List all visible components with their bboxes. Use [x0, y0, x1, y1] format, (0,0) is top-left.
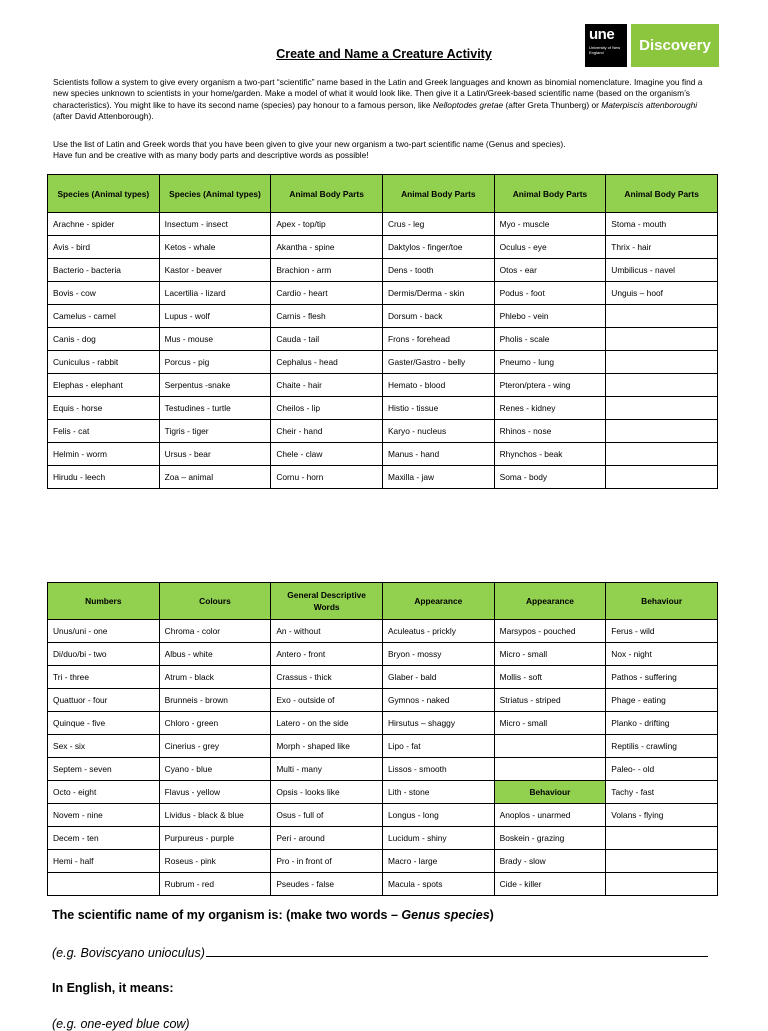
column-header: Species (Animal types): [159, 175, 271, 213]
table-cell: Rubrum - red: [159, 873, 271, 896]
table-row: [48, 620, 718, 643]
table-cell: Umbilicus - navel: [606, 259, 718, 282]
table-cell: Macro - large: [382, 850, 494, 873]
column-header: Animal Body Parts: [382, 175, 494, 213]
table-cell: Arachne - spider: [48, 213, 160, 236]
table-cell: Bacterio - bacteria: [48, 259, 160, 282]
instructions-line: Have fun and be creative with as many body parts and descriptive words as possible!: [53, 150, 369, 161]
une-logo-text: une: [589, 26, 615, 43]
intro-species-name: Materpiscis attenboroughi: [601, 99, 698, 110]
table-cell: Soma - body: [494, 466, 606, 489]
table-cell: Chele - claw: [271, 443, 383, 466]
table-cell: [494, 758, 606, 781]
table-cell: Serpentus -snake: [159, 374, 271, 397]
table-cell: Lucidum - shiny: [382, 827, 494, 850]
table-cell: Equis - horse: [48, 397, 160, 420]
table-row: [48, 443, 718, 466]
table-cell: Histio - tissue: [382, 397, 494, 420]
table-cell: Novem - nine: [48, 804, 160, 827]
table-cell: Insectum - insect: [159, 213, 271, 236]
table-cell: Avis - bird: [48, 236, 160, 259]
table-cell: Cheilos - lip: [271, 397, 383, 420]
column-header: Animal Body Parts: [606, 175, 718, 213]
table-row: [48, 827, 718, 850]
table-cell: [606, 420, 718, 443]
table-cell: Albus - white: [159, 643, 271, 666]
table-cell: [606, 850, 718, 873]
table-cell: Bryon - mossy: [382, 643, 494, 666]
table-row: [48, 466, 718, 489]
table-row: [48, 305, 718, 328]
table-cell: Dens - tooth: [382, 259, 494, 282]
table-cell: Mus - mouse: [159, 328, 271, 351]
table-cell: Cuniculus - rabbit: [48, 351, 160, 374]
table-cell: Otos - ear: [494, 259, 606, 282]
table-cell: Kastor - beaver: [159, 259, 271, 282]
table-cell: Brunneis - brown: [159, 689, 271, 712]
table-cell: Quinque - five: [48, 712, 160, 735]
table-cell: Septem - seven: [48, 758, 160, 781]
table-row: [48, 850, 718, 873]
table-cell: Gaster/Gastro - belly: [382, 351, 494, 374]
table-cell: [494, 735, 606, 758]
table-cell: Oculus - eye: [494, 236, 606, 259]
table-cell: Camelus - camel: [48, 305, 160, 328]
column-header: General Descriptive Words: [271, 583, 383, 620]
table-cell: Carnis - flesh: [271, 305, 383, 328]
table-cell: Pseudes - false: [271, 873, 383, 896]
table-cell: Canis - dog: [48, 328, 160, 351]
table-cell: Unguis – hoof: [606, 282, 718, 305]
instructions-line: Use the list of Latin and Greek words that you have been given to give your new organism a two-part scientific name (Genus and species).: [53, 139, 566, 149]
question-italic: Genus species: [401, 908, 490, 922]
table-cell: Hirudu - leech: [48, 466, 160, 489]
table-cell: Hemi - half: [48, 850, 160, 873]
table-cell: Testudines - turtle: [159, 397, 271, 420]
table-cell: Phage - eating: [606, 689, 718, 712]
table-cell: Renes - kidney: [494, 397, 606, 420]
table-cell: Porcus - pig: [159, 351, 271, 374]
column-header: Appearance: [494, 583, 606, 620]
table-cell: [606, 466, 718, 489]
english-meaning-example: (e.g. one-eyed blue cow): [52, 1017, 190, 1031]
table-cell: Pro - in front of: [271, 850, 383, 873]
table-cell: Maxilla - jaw: [382, 466, 494, 489]
column-header: Animal Body Parts: [271, 175, 383, 213]
question-label: The scientific name of my organism is: (make two words –: [52, 908, 402, 922]
table-cell: Quattuor - four: [48, 689, 160, 712]
table-cell: Aculeatus - prickly: [382, 620, 494, 643]
table-cell: Lacertilia - lizard: [159, 282, 271, 305]
une-logo: [585, 24, 627, 67]
table-cell: Cyano - blue: [159, 758, 271, 781]
intro-paragraph: [53, 77, 718, 122]
table-cell: Multi - many: [271, 758, 383, 781]
table-row: [48, 328, 718, 351]
intro-species-name: Nelloptodes gretae: [432, 99, 504, 110]
table-header-row: [48, 175, 718, 213]
table-cell: Osus - full of: [271, 804, 383, 827]
table-cell: Di/duo/bi - two: [48, 643, 160, 666]
table-row: [48, 374, 718, 397]
table-row: [48, 643, 718, 666]
table-cell: Atrum - black: [159, 666, 271, 689]
table-cell: Roseus - pink: [159, 850, 271, 873]
table-cell: Hirsutus – shaggy: [382, 712, 494, 735]
intro-text: (after Greta Thunberg) or: [503, 99, 602, 110]
table-cell: Pteron/ptera - wing: [494, 374, 606, 397]
column-header: Appearance: [382, 583, 494, 620]
table-cell: Lividus - black & blue: [159, 804, 271, 827]
table-cell: Cauda - tail: [271, 328, 383, 351]
table-cell: Cheir - hand: [271, 420, 383, 443]
table-cell: Elephas - elephant: [48, 374, 160, 397]
table-cell: Pholis - scale: [494, 328, 606, 351]
table-cell: Tachy - fast: [606, 781, 718, 804]
table-row: [48, 804, 718, 827]
word-table-descriptors: [47, 582, 718, 896]
table-row: [48, 351, 718, 374]
table-cell: Gymnos - naked: [382, 689, 494, 712]
table-cell: Decem - ten: [48, 827, 160, 850]
table-cell: Antero - front: [271, 643, 383, 666]
table-cell: [606, 827, 718, 850]
table-cell: Cephalus - head: [271, 351, 383, 374]
table-cell: Karyo - nucleus: [382, 420, 494, 443]
table-cell: Akantha - spine: [271, 236, 383, 259]
table-cell: Apex - top/tip: [271, 213, 383, 236]
table-cell: Opsis - looks like: [271, 781, 383, 804]
table-cell: Pathos - suffering: [606, 666, 718, 689]
table-cell: [606, 305, 718, 328]
table-cell: Ursus - bear: [159, 443, 271, 466]
column-header: Behaviour: [606, 583, 718, 620]
table-cell: Felis - cat: [48, 420, 160, 443]
table-row: [48, 666, 718, 689]
table-cell: Macula - spots: [382, 873, 494, 896]
table-cell: Frons - forehead: [382, 328, 494, 351]
intro-text: (after David Attenborough).: [53, 110, 154, 121]
table-cell: Longus - long: [382, 804, 494, 827]
instructions-paragraph: [53, 139, 718, 162]
table-cell: Dorsum - back: [382, 305, 494, 328]
table-cell: Ferus - wild: [606, 620, 718, 643]
table-row: [48, 735, 718, 758]
table-cell: Purpureus - purple: [159, 827, 271, 850]
table-cell: Stoma - mouth: [606, 213, 718, 236]
table-row: [48, 259, 718, 282]
column-header: Animal Body Parts: [494, 175, 606, 213]
example-text: (e.g. Boviscyano unioculus): [52, 946, 205, 960]
table-cell: Tigris - tiger: [159, 420, 271, 443]
table-row: [48, 213, 718, 236]
table-cell: Cornu - horn: [271, 466, 383, 489]
table-cell: Phlebo - vein: [494, 305, 606, 328]
table-row: [48, 781, 718, 804]
table-cell: Lissos - smooth: [382, 758, 494, 781]
table-row: [48, 282, 718, 305]
word-table-animals-body-parts: [47, 174, 718, 489]
table-cell: Paleo- - old: [606, 758, 718, 781]
table-cell: Unus/uni - one: [48, 620, 160, 643]
table-cell: [48, 873, 160, 896]
table-cell: Exo - outside of: [271, 689, 383, 712]
answer-line[interactable]: [206, 944, 708, 957]
table-cell: Planko - drifting: [606, 712, 718, 735]
table-cell: Myo - muscle: [494, 213, 606, 236]
table-row: [48, 712, 718, 735]
table-cell: Chroma - color: [159, 620, 271, 643]
table-cell: [606, 397, 718, 420]
table-cell: Rhynchos - beak: [494, 443, 606, 466]
table-cell: Marsypos - pouched: [494, 620, 606, 643]
page-title: Create and Name a Creature Activity: [276, 47, 492, 61]
table-cell: Cide - killer: [494, 873, 606, 896]
table-cell: Micro - small: [494, 712, 606, 735]
column-header: Colours: [159, 583, 271, 620]
table-cell: Mollis - soft: [494, 666, 606, 689]
table-cell: Boskein - grazing: [494, 827, 606, 850]
column-header: Numbers: [48, 583, 160, 620]
table-row: [48, 873, 718, 896]
table-row: [48, 236, 718, 259]
scientific-name-example: [52, 944, 708, 960]
table-cell: Striatus - striped: [494, 689, 606, 712]
question-close: ): [489, 908, 494, 922]
table-cell: Ketos - whale: [159, 236, 271, 259]
table-cell: Octo - eight: [48, 781, 160, 804]
table-cell: Volans - flying: [606, 804, 718, 827]
table-cell: Tri - three: [48, 666, 160, 689]
table-cell: Cinerius - grey: [159, 735, 271, 758]
table-cell: Manus - hand: [382, 443, 494, 466]
table-row: [48, 689, 718, 712]
table-cell: Helmin - worm: [48, 443, 160, 466]
column-header: Species (Animal types): [48, 175, 160, 213]
table-cell: Brachion - arm: [271, 259, 383, 282]
table-cell: Latero - on the side: [271, 712, 383, 735]
table-cell: Morph - shaped like: [271, 735, 383, 758]
table-cell: Daktylos - finger/toe: [382, 236, 494, 259]
table-cell: Lupus - wolf: [159, 305, 271, 328]
table-cell: Nox - night: [606, 643, 718, 666]
intro-text: Scientists follow a system to give every organism a two-part “scientific” name based in the Latin and Greek languages and known as binomial nomenclature. Imagine you find a new species unknown to scientists in your home/garden. Make a model of what it would look like. Then give it a Latin/Greek-based scientific name (based on the organism’s characteristics). You might like to have its second name (species) pay honour to a famous person, like: [53, 77, 703, 110]
table-cell: Micro - small: [494, 643, 606, 666]
table-cell: Lipo - fat: [382, 735, 494, 758]
table-cell: Crus - leg: [382, 213, 494, 236]
table-header-row: [48, 583, 718, 620]
une-discovery-logo: [585, 24, 719, 67]
table-cell: Thrix - hair: [606, 236, 718, 259]
table-cell: Sex - six: [48, 735, 160, 758]
table-cell: Peri - around: [271, 827, 383, 850]
table-cell: Lith - stone: [382, 781, 494, 804]
table-cell: Anoplos - unarmed: [494, 804, 606, 827]
table-cell: Reptilis - crawling: [606, 735, 718, 758]
table-cell: Hemato - blood: [382, 374, 494, 397]
une-logo-subtext: University of New England: [589, 45, 621, 55]
table-cell: Podus - foot: [494, 282, 606, 305]
table-cell: Rhinos - nose: [494, 420, 606, 443]
table-cell: Glaber - bald: [382, 666, 494, 689]
table-cell: Dermis/Derma - skin: [382, 282, 494, 305]
english-meaning-question: In English, it means:: [52, 981, 174, 995]
table-cell: An - without: [271, 620, 383, 643]
table-cell: [606, 328, 718, 351]
table-cell: Chaite - hair: [271, 374, 383, 397]
table-row: [48, 420, 718, 443]
table-cell: [606, 873, 718, 896]
table-row: [48, 758, 718, 781]
discovery-logo: Discovery: [631, 24, 719, 67]
table-row: [48, 397, 718, 420]
table-cell: [606, 351, 718, 374]
table-cell: Zoa – animal: [159, 466, 271, 489]
table-cell: Brady - slow: [494, 850, 606, 873]
table-cell: Cardio - heart: [271, 282, 383, 305]
table-cell: [606, 443, 718, 466]
table-cell: Pneumo - lung: [494, 351, 606, 374]
table-cell: Flavus - yellow: [159, 781, 271, 804]
table-cell: Behaviour: [494, 781, 606, 804]
table-cell: Bovis - cow: [48, 282, 160, 305]
table-cell: [606, 374, 718, 397]
table-cell: Chloro - green: [159, 712, 271, 735]
table-cell: Crassus - thick: [271, 666, 383, 689]
scientific-name-question: [52, 908, 494, 922]
